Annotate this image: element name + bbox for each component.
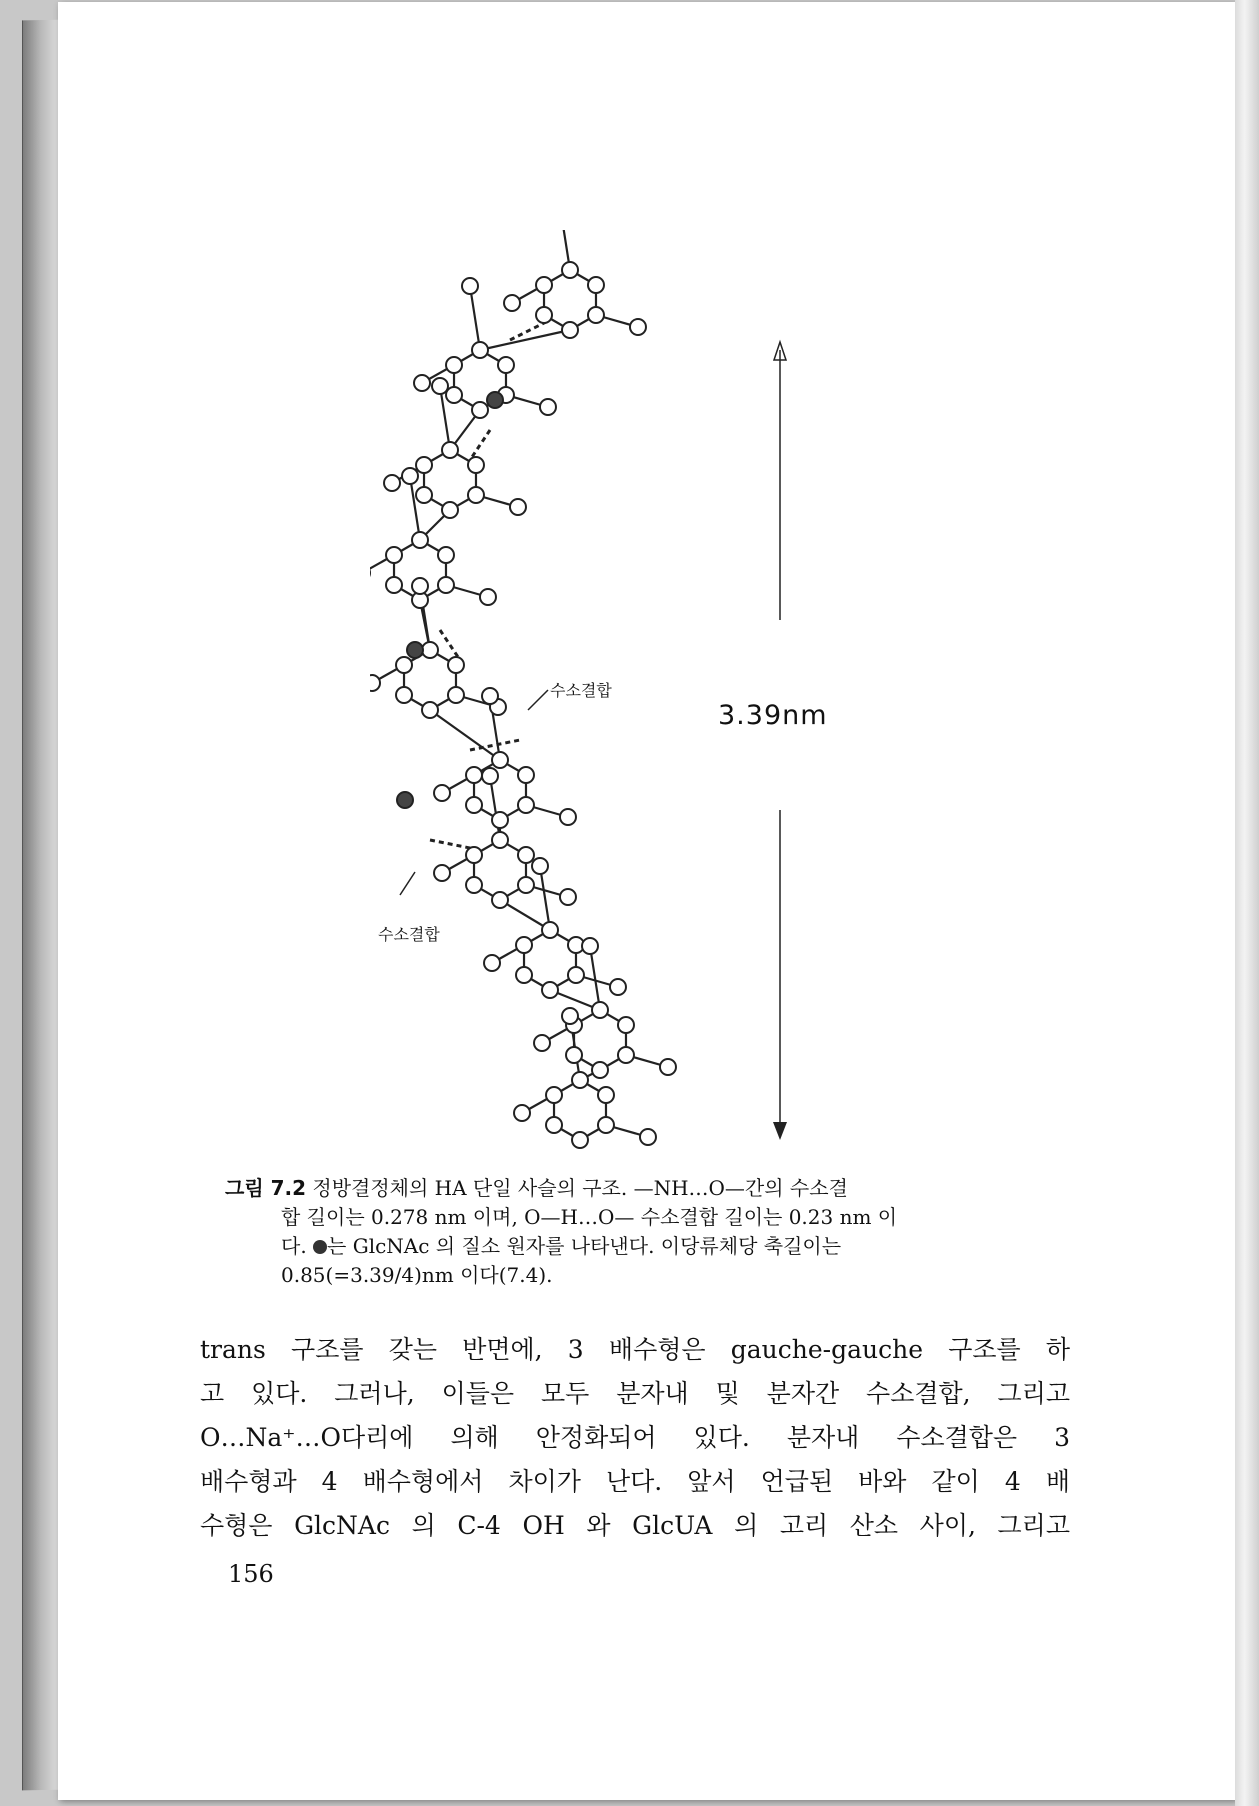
atom [640, 1129, 656, 1145]
atom [560, 889, 576, 905]
atom [546, 1117, 562, 1133]
atom [462, 278, 478, 294]
ha-chain-structure [370, 230, 990, 1160]
atom [492, 752, 508, 768]
hydrogen-bond-line [470, 430, 490, 460]
atom [446, 357, 462, 373]
atom [482, 768, 498, 784]
atom [442, 442, 458, 458]
atom [466, 767, 482, 783]
atom [442, 502, 458, 518]
label-arrow-bottom [400, 872, 415, 895]
nitrogen-atom-icon [313, 1240, 327, 1254]
page-number: 156 [228, 1560, 274, 1588]
atom [516, 967, 532, 983]
atom [432, 378, 448, 394]
nitrogen-atom [487, 392, 503, 408]
atom [466, 877, 482, 893]
label-arrow-top [528, 690, 548, 710]
atom [472, 342, 488, 358]
atom [422, 642, 438, 658]
atom [572, 1072, 588, 1088]
atom [540, 399, 556, 415]
body-line-2: 고 있다. 그러나, 이들은 모두 분자내 및 분자간 수소결합, 그리고 [200, 1379, 1070, 1408]
atom [562, 322, 578, 338]
atom [562, 262, 578, 278]
atom [610, 979, 626, 995]
body-line-4: 배수형과 4 배수형에서 차이가 난다. 앞서 언급된 바와 같이 4 배 [200, 1467, 1070, 1496]
atom [396, 657, 412, 673]
atom [592, 1062, 608, 1078]
atom [416, 457, 432, 473]
body-line-1: trans 구조를 갖는 반면에, 3 배수형은 gauche-gauche 구조를 하 [200, 1335, 1070, 1364]
atom [448, 657, 464, 673]
atom [434, 865, 450, 881]
atom [492, 812, 508, 828]
atom [588, 277, 604, 293]
bond-line [410, 476, 420, 540]
atom [560, 809, 576, 825]
hbond-label-top: 수소결합 [550, 681, 612, 700]
atom [542, 982, 558, 998]
atom [414, 375, 430, 391]
caption-line-4: 0.85(=3.39/4)nm 이다(7.4). [281, 1263, 553, 1287]
caption-line-3: 는 GlcNAc 의 질소 원자를 나타낸다. 이당류체당 축길이는 [327, 1234, 842, 1258]
atom [546, 1087, 562, 1103]
atom [588, 307, 604, 323]
atom [416, 487, 432, 503]
atom [572, 1132, 588, 1148]
atom [480, 589, 496, 605]
bond-line [590, 946, 600, 1010]
atom [630, 319, 646, 335]
hbond-label-bottom: 수소결합 [378, 925, 440, 944]
atom [422, 702, 438, 718]
caption-line-1: 정방결정체의 HA 단일 사슬의 구조. —NH…O—간의 수소결 [312, 1176, 848, 1200]
atom [492, 892, 508, 908]
atom [370, 675, 380, 691]
atom [516, 937, 532, 953]
atom [598, 1087, 614, 1103]
molecule-figure [370, 230, 990, 1160]
atom [482, 688, 498, 704]
atom [562, 1008, 578, 1024]
page-edge [1235, 0, 1259, 1806]
figure-caption [225, 1174, 1070, 1290]
caption-line-3-prefix: 다. [281, 1234, 307, 1258]
atom [582, 938, 598, 954]
body-text [200, 1328, 1070, 1548]
atom [448, 687, 464, 703]
atom [536, 307, 552, 323]
atom [386, 547, 402, 563]
hydrogen-bond-line [440, 630, 460, 660]
atom [504, 295, 520, 311]
bond-line [470, 286, 480, 350]
atom [384, 475, 400, 491]
atom [472, 402, 488, 418]
atom [434, 785, 450, 801]
atom [466, 847, 482, 863]
nitrogen-atom [397, 792, 413, 808]
atom [468, 457, 484, 473]
body-line-5: 수형은 GlcNAc 의 C-4 OH 와 GlcUA 의 고리 산소 사이, 그리고 [200, 1511, 1070, 1540]
atom [438, 577, 454, 593]
atom [514, 1105, 530, 1121]
atom [396, 687, 412, 703]
atom [536, 277, 552, 293]
atom [466, 797, 482, 813]
bond-line [540, 866, 550, 930]
dimension-arrowhead-bottom [773, 1122, 787, 1140]
atom [660, 1059, 676, 1075]
atom [498, 357, 514, 373]
atom [438, 547, 454, 563]
atom [566, 1047, 582, 1063]
atom [484, 955, 500, 971]
atom [402, 468, 418, 484]
atom [518, 877, 534, 893]
atom [386, 577, 402, 593]
atom [492, 832, 508, 848]
atom [468, 487, 484, 503]
atom [510, 499, 526, 515]
atom [618, 1047, 634, 1063]
atom [446, 387, 462, 403]
nitrogen-atom [407, 642, 423, 658]
atom [542, 922, 558, 938]
bond-line [480, 330, 570, 350]
atom [618, 1017, 634, 1033]
caption-title: 그림 7.2 [225, 1176, 307, 1200]
bond-line [430, 710, 500, 760]
atom [532, 858, 548, 874]
bond-line [490, 776, 500, 840]
atom [412, 532, 428, 548]
atom [592, 1002, 608, 1018]
atom [412, 578, 428, 594]
atom [518, 847, 534, 863]
dimension-label: 3.39nm [718, 700, 828, 731]
atom [534, 1035, 550, 1051]
book-spine [22, 20, 63, 1791]
atom [518, 767, 534, 783]
atom [568, 967, 584, 983]
caption-line-2: 합 길이는 0.278 nm 이며, O—H…O— 수소결합 길이는 0.23 nm 이 [281, 1205, 898, 1229]
atom [518, 797, 534, 813]
atom [598, 1117, 614, 1133]
body-line-3: O…Na⁺…O다리에 의해 안정화되어 있다. 분자내 수소결합은 3 [200, 1423, 1070, 1452]
